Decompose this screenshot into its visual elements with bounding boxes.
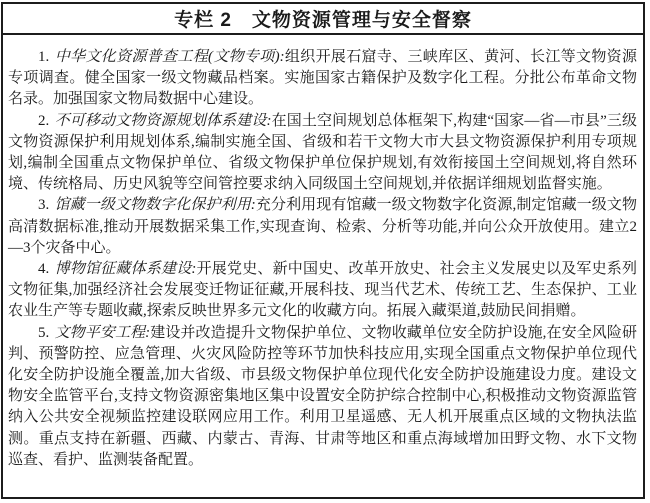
paragraph-1-lead: 中华文化资源普查工程(文物专项): [54,49,285,65]
paragraph-1-number: 1. [38,49,50,65]
column-box [1,2,645,499]
column-body [3,35,643,471]
paragraph-3-lead: 馆藏一级文物数字化保护利用: [54,197,256,214]
paragraph-3 [8,195,637,259]
paragraph-4-number: 4. [38,261,50,278]
paragraph-4 [8,259,637,323]
paragraph-1 [8,47,637,111]
paragraph-4-lead: 博物馆征藏体系建设: [54,261,197,278]
paragraph-5-lead: 文物平安工程: [54,324,151,341]
paragraph-2-lead: 不可移动文物资源规划体系建设: [54,112,272,129]
paragraph-1-text: 组织开展石窟寺、三峡库区、黄河、长江等文物资源专项调查。健全国家一级文物藏品档案。实施国家古籍保护及数字化工程。分批公布革命文物名录。加强国家文物局数据中心建设。 [8,49,637,108]
paragraph-2-text: 在国土空间规划总体框架下,构建“国家—省—市县”三级文物资源保护利用规划体系,编制实施全国、省级和若干文物大市大县文物资源保护利用专项规划,编制全国重点文物保护单位、省级文物保护单位保护规划,有效衔接国土空间规划,将自然环境、传统格局、历史风貌等空间管控要求纳入同级国土空间规划,并依据详细规划监督实施。 [8,112,637,193]
column-title: 专栏 2 文物资源管理与安全督察 [3,4,643,35]
paragraph-2 [8,111,637,196]
paragraph-3-number: 3. [38,197,50,214]
paragraph-2-number: 2. [38,112,50,129]
paragraph-3-text: 充分利用现有馆藏一级文物数字化资源,制定馆藏一级文物高清数据标准,推动开展数据采集工作,实现查询、检索、分析等功能,并向公众开放使用。建立2—3个灾备中心。 [8,197,637,256]
paragraph-5-number: 5. [38,324,50,341]
paragraph-4-text: 开展党史、新中国史、改革开放史、社会主义发展史以及军史系列文物征集,加强经济社会发展变迁物证征藏,开展科技、现当代艺术、传统工艺、生态保护、工业农业生产等专题收藏,探索反映世界多元文化的收藏方向。拓展入藏渠道,鼓励民间捐赠。 [8,261,637,320]
paragraph-5-text: 建设并改造提升文物保护单位、文物收藏单位安全防护设施,在安全风险研判、预警防控、应急管理、火灾风险防控等环节加快科技应用,实现全国重点文物保护单位现代化安全防护设施全覆盖,加大省级、市县级文物保护单位现代化安全防护设施建设力度。建设文物安全监管平台,支持文物资源密集地区集中设置安全防护综合控制中心,积极推动文物资源监管纳入公共安全视频监控建设联网应用工作。利用卫星遥感、无人机开展重点区域的文物执法监测。重点支持在新疆、西藏、内蒙古、青海、甘肃等地区和重点海域增加田野文物、水下文物巡查、看护、监测装备配置。 [8,324,637,468]
paragraph-5 [8,323,637,471]
